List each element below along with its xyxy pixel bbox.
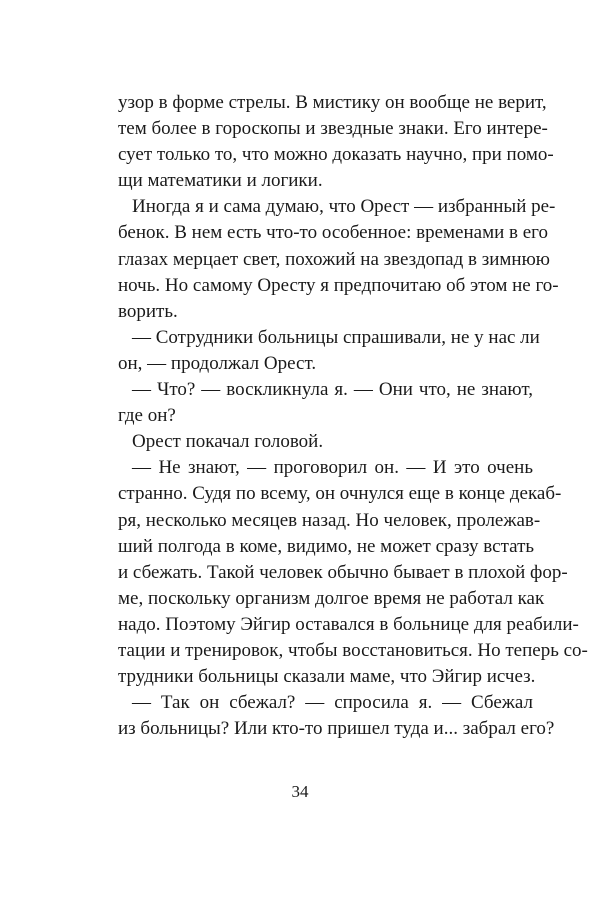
text-line: надо. Поэтому Эйгир оставался в больнице для реабили-	[118, 613, 579, 635]
page-number: 34	[291, 782, 309, 801]
text-line: трудники больницы сказали маме, что Эйгир исчез.	[118, 666, 536, 688]
text-line: странно. Судя по всему, он очнулся еще в конце декаб-	[118, 483, 562, 505]
text-line: — Так он сбежал? — спросила я. — Сбежал	[132, 692, 533, 714]
text-line: тем более в гороскопы и звездные знаки. Его интере-	[118, 118, 548, 140]
text-line: ший полгода в коме, видимо, не может сразу встать	[118, 535, 535, 557]
text-line: тации и тренировок, чтобы восстановиться. Но теперь со-	[118, 639, 588, 661]
text-line: Орест покачал головой.	[132, 431, 324, 453]
text-line: сует только то, что можно доказать научно, при помо-	[118, 144, 554, 166]
text-line: ря, несколько месяцев назад. Но человек, пролежав-	[118, 509, 541, 531]
body-text	[118, 90, 588, 742]
text-line: бенок. В нем есть что-то особенное: временами в его	[118, 222, 549, 244]
text-line: и сбежать. Такой человек обычно бывает в плохой фор-	[118, 561, 568, 583]
text-line: ворить.	[118, 300, 178, 322]
text-line: глазах мерцает свет, похожий на звездопад в зимнюю	[118, 248, 550, 270]
text-line: из больницы? Или кто-то пришел туда и... забрал его?	[118, 718, 555, 740]
text-line: где он?	[118, 405, 176, 427]
text-line: — Не знают, — проговорил он. — И это очень	[132, 457, 533, 479]
text-line: щи математики и логики.	[118, 170, 323, 192]
text-line: Иногда я и сама думаю, что Орест — избранный ре-	[132, 196, 556, 218]
text-line: узор в форме стрелы. В мистику он вообще не верит,	[118, 92, 547, 113]
text-line: — Сотрудники больницы спрашивали, не у нас ли	[132, 326, 540, 348]
text-line: ночь. Но самому Оресту я предпочитаю об этом не го-	[118, 274, 559, 296]
text-line: он, — продолжал Орест.	[118, 352, 317, 374]
text-line: — Что? — воскликнула я. — Они что, не знают,	[132, 379, 533, 401]
text-line: ме, поскольку организм долгое время не работал как	[118, 587, 545, 609]
